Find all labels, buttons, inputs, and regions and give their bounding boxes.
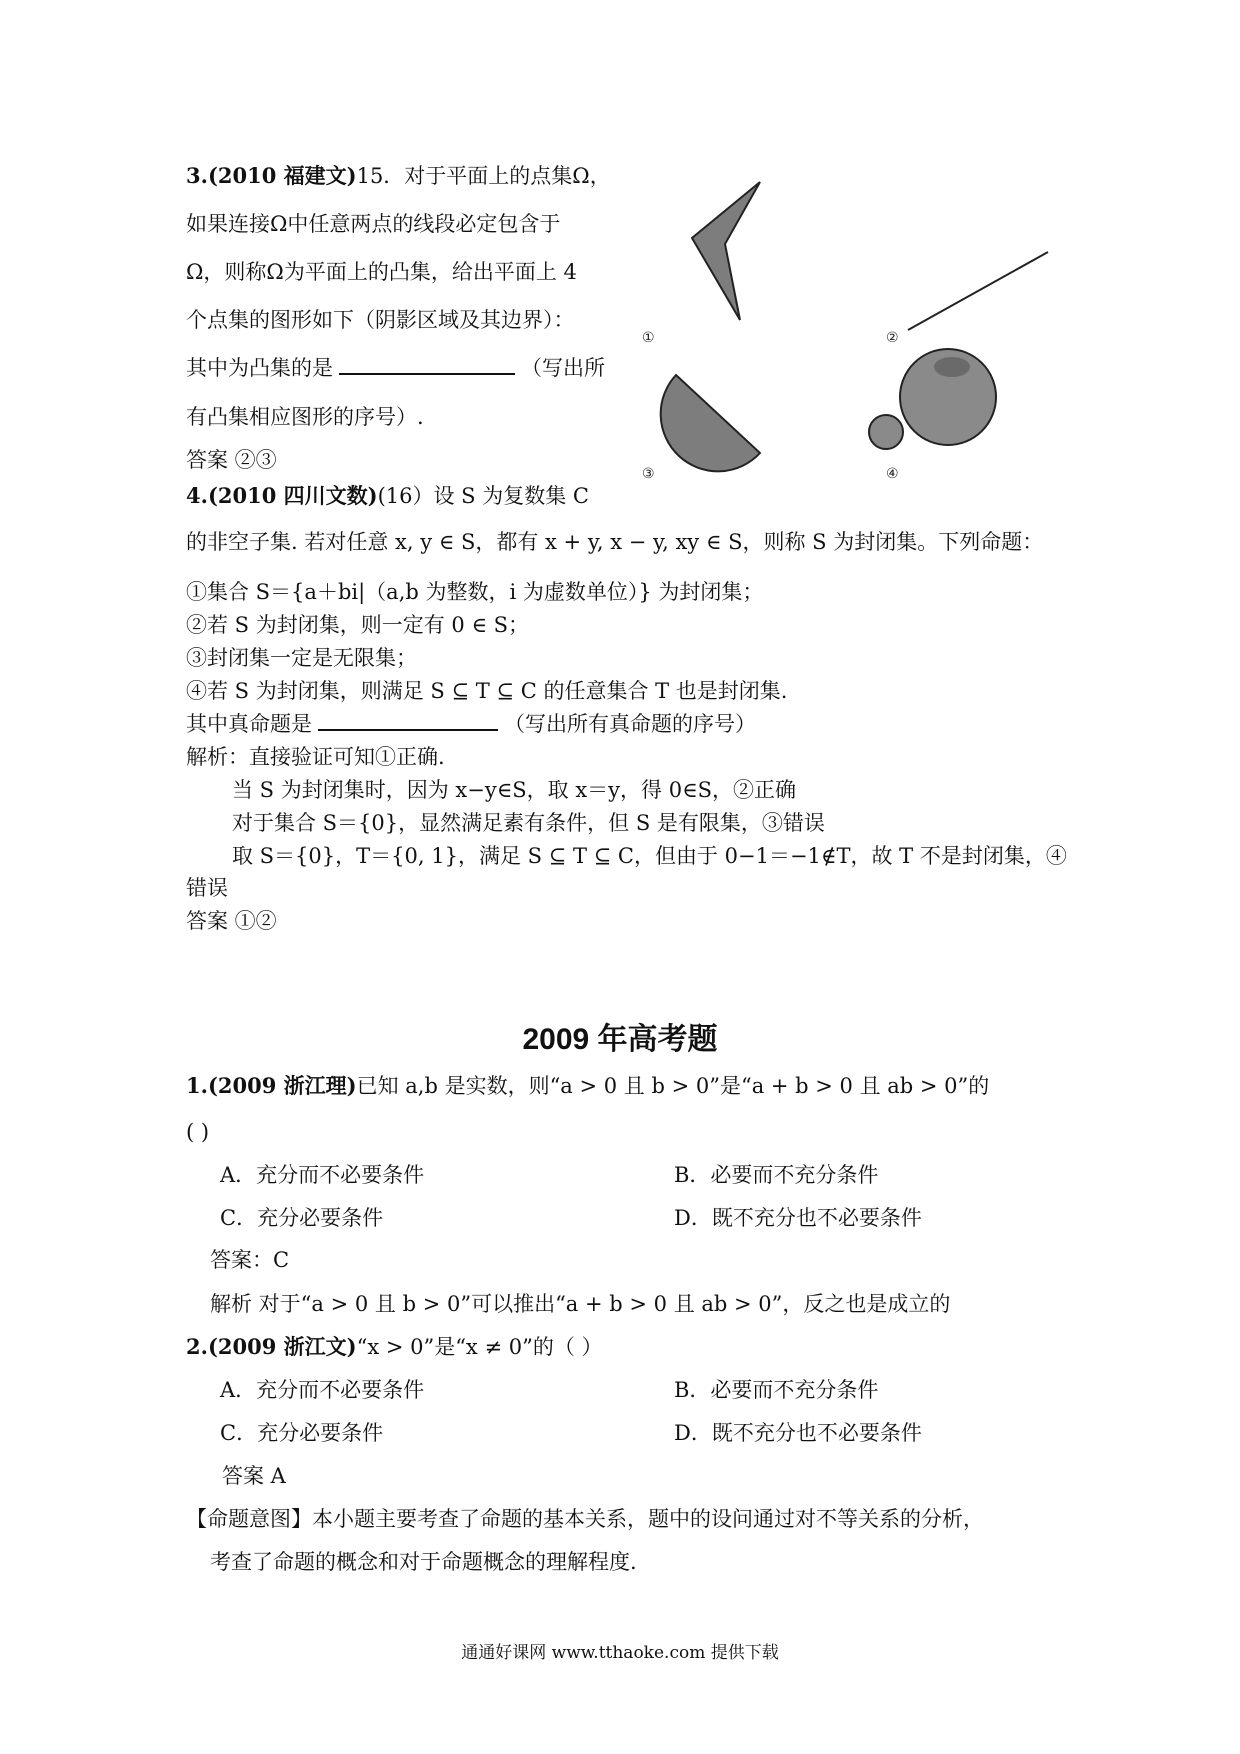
figure-label-1: ① [642, 330, 655, 346]
p1-source: (2009 浙江理) [207, 1073, 357, 1098]
p2-option-b: B．必要而不充分条件 [674, 1378, 879, 1402]
q3-line2: 如果连接Ω中任意两点的线段必定包含于 [186, 212, 561, 236]
q3-line5-b: （写出所 [521, 356, 605, 380]
p1-analysis: 解析 对于“a > 0 且 b > 0”可以推出“a + b > 0 且 ab > 0”，反之也是成立的 [210, 1292, 951, 1316]
p1-number: 1. [186, 1073, 208, 1098]
section-heading: 2009 年高考题 [522, 1023, 718, 1056]
q4-line2: 的非空子集. 若对任意 x, y ∈ S，都有 x + y, x − y, xy ∈ S，则称 S 为封闭集。下列命题： [186, 530, 1044, 554]
p1-option-d: D．既不充分也不必要条件 [674, 1206, 922, 1230]
answer-blank[interactable] [339, 372, 515, 375]
q4-source: (2010 四川文数) [207, 483, 378, 508]
q3-line1-text: 15．对于平面上的点集Ω， [356, 164, 611, 188]
q4-analysis-3: 取 S＝{0}，T＝{0, 1}，满足 S ⊆ T ⊆ C，但由于 0−1＝−1∉T，故 T 不是封闭集，④ [232, 844, 1067, 868]
q3-number: 3. [186, 163, 208, 188]
p2-intent-1: 【命题意图】本小题主要考查了命题的基本关系，题中的设问通过对不等关系的分析， [186, 1507, 984, 1531]
page-footer: 通通好课网 www.tthaoke.com 提供下载 [461, 1643, 779, 1663]
p1-stem [186, 1072, 989, 1100]
q3-source: (2010 福建文) [207, 163, 357, 188]
q3-line6: 有凸集相应图形的序号）. [186, 405, 424, 429]
figure-label-3: ③ [642, 466, 655, 482]
figure-label-2: ② [886, 330, 899, 346]
p1-answer: 答案：C [210, 1248, 290, 1272]
q4-ask-b: （写出所有真命题的序号） [504, 712, 756, 736]
figure-4-small-disk [869, 415, 903, 449]
p2-option-c: C．充分必要条件 [220, 1421, 384, 1445]
p1-stem-text: 已知 a,b 是实数，则“a > 0 且 b > 0”是“a + b > 0 且 ab > 0”的 [356, 1074, 990, 1098]
p1-paren: ( ) [186, 1120, 210, 1144]
q3-line5 [186, 354, 605, 382]
q4-line1 [186, 482, 589, 510]
q4-prop2: ②若 S 为封闭集，则一定有 0 ∈ S； [186, 613, 530, 637]
p2-answer: 答案 A [222, 1464, 286, 1488]
q4-ask-a: 其中真命题是 [186, 712, 312, 736]
q3-line5-a: 其中为凸集的是 [186, 356, 333, 380]
q4-ask [186, 710, 756, 738]
p1-option-a: A．充分而不必要条件 [220, 1163, 425, 1187]
p1-option-b: B．必要而不充分条件 [674, 1163, 879, 1187]
q4-prop3: ③封闭集一定是无限集； [186, 646, 417, 670]
answer-blank[interactable] [318, 728, 498, 731]
figure-1-concave-shape [692, 182, 760, 320]
q4-analysis-2: 对于集合 S＝{0}，显然满足素有条件，但 S 是有限集，③错误 [232, 811, 825, 835]
q4-line1-text: (16）设 S 为复数集 C [377, 484, 589, 508]
q3-line1 [186, 162, 611, 190]
q4-analysis: 解析：直接验证可知①正确. [186, 745, 445, 769]
q4-prop4: ④若 S 为封闭集，则满足 S ⊆ T ⊆ C 的任意集合 T 也是封闭集. [186, 679, 788, 703]
q4-number: 4. [186, 483, 208, 508]
p2-source: (2009 浙江文) [207, 1334, 357, 1359]
convex-set-figure [630, 170, 1050, 490]
q3-line3: Ω，则称Ω为平面上的凸集，给出平面上 4 [186, 260, 577, 284]
p2-intent-2: 考查了命题的概念和对于命题概念的理解程度. [210, 1550, 637, 1574]
p2-stem [186, 1333, 603, 1361]
q4-prop1: ①集合 S＝{a＋bi|（a,b 为整数，i 为虚数单位）} 为封闭集； [186, 580, 764, 604]
p2-number: 2. [186, 1334, 208, 1359]
q4-analysis-1: 当 S 为封闭集时，因为 x−y∈S，取 x＝y，得 0∈S，②正确 [232, 778, 796, 802]
q3-answer: 答案 ②③ [186, 448, 277, 472]
figure-4-shade [934, 357, 970, 377]
p2-option-a: A．充分而不必要条件 [220, 1378, 425, 1402]
q4-answer: 答案 ①② [186, 909, 277, 933]
q3-line4: 个点集的图形如下（阴影区域及其边界）： [186, 308, 575, 332]
p2-option-d: D．既不充分也不必要条件 [674, 1421, 922, 1445]
figure-3-half-disk [661, 375, 760, 471]
q4-analysis-3b: 错误 [186, 876, 228, 900]
figure-label-4: ④ [886, 466, 899, 482]
p2-stem-text: “x > 0”是“x ≠ 0”的（ ） [356, 1335, 603, 1359]
p1-option-c: C．充分必要条件 [220, 1206, 384, 1230]
figure-2-segment [908, 252, 1048, 330]
